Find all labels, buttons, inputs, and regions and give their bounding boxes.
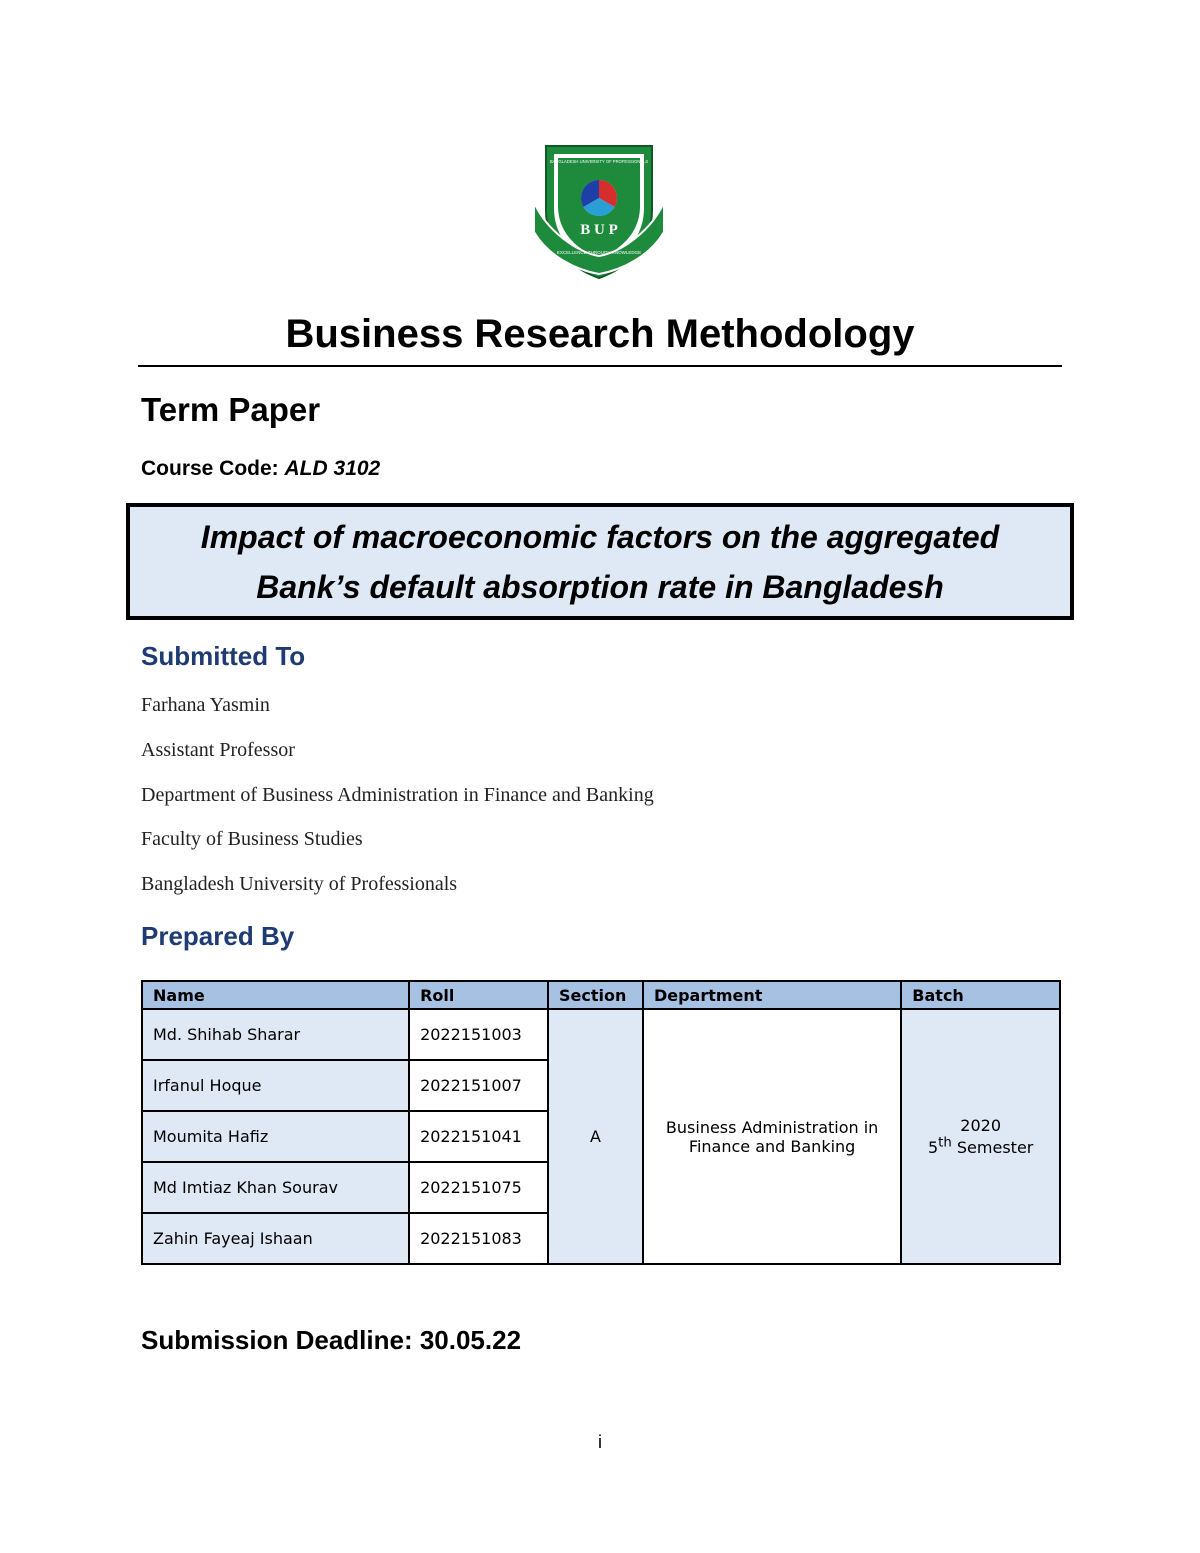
prepared-by-heading: Prepared By <box>141 921 295 951</box>
department-line-1: Business Administration in <box>665 1117 879 1137</box>
document-type: Term Paper <box>141 391 321 428</box>
table-row <box>142 1009 1060 1060</box>
members-table <box>141 980 1061 1265</box>
member-roll: 2022151083 <box>409 1213 548 1264</box>
university-logo <box>532 140 666 280</box>
column-header-department: Department <box>643 981 901 1009</box>
logo-initials: B U P <box>580 222 618 238</box>
semester-word: Semester <box>951 1137 1034 1157</box>
course-code-label: Course Code: <box>141 457 285 480</box>
batch-semester <box>927 1135 1034 1157</box>
department-cell <box>643 1009 901 1264</box>
supervisor-university: Bangladesh University of Professionals <box>141 873 458 895</box>
topic-box <box>126 503 1074 620</box>
topic-line-2: Bank’s default absorption rate in Bangladesh <box>256 568 944 605</box>
department-line-2: Finance and Banking <box>688 1136 856 1156</box>
submission-deadline: Submission Deadline: 30.05.22 <box>141 1325 522 1355</box>
column-header-roll: Roll <box>409 981 548 1009</box>
batch-cell <box>901 1009 1060 1264</box>
table-header-row <box>142 981 1060 1009</box>
course-code-value: ALD 3102 <box>284 457 381 480</box>
page-number: i <box>598 1432 602 1452</box>
topic-title <box>201 512 999 612</box>
semester-suffix: th <box>938 1135 952 1151</box>
course-code <box>141 455 380 483</box>
title-divider <box>138 365 1062 367</box>
supervisor-faculty: Faculty of Business Studies <box>141 828 363 850</box>
member-roll: 2022151003 <box>409 1009 548 1060</box>
supervisor-department: Department of Business Administration in Finance and Banking <box>141 784 654 806</box>
member-roll: 2022151007 <box>409 1060 548 1111</box>
supervisor-title: Assistant Professor <box>141 739 295 761</box>
section-cell: A <box>548 1009 643 1264</box>
member-name: Moumita Hafiz <box>142 1111 409 1162</box>
member-name: Md. Shihab Sharar <box>142 1009 409 1060</box>
column-header-name: Name <box>142 981 409 1009</box>
member-name: Zahin Fayeaj Ishaan <box>142 1213 409 1264</box>
supervisor-name: Farhana Yasmin <box>141 694 270 716</box>
logo-top-text: BANGLADESH UNIVERSITY OF PROFESSIONALS <box>549 159 649 164</box>
document-title: Business Research Methodology <box>285 312 915 356</box>
member-name: Md Imtiaz Khan Sourav <box>142 1162 409 1213</box>
column-header-section: Section <box>548 981 643 1009</box>
column-header-batch: Batch <box>901 981 1060 1009</box>
topic-line-1: Impact of macroeconomic factors on the aggregated <box>200 518 1000 555</box>
logo-motto: EXCELLENCE THROUGH KNOWLEDGE <box>556 250 642 255</box>
member-roll: 2022151075 <box>409 1162 548 1213</box>
member-roll: 2022151041 <box>409 1111 548 1162</box>
batch-year: 2020 <box>960 1116 1001 1136</box>
submitted-to-heading: Submitted To <box>141 641 306 671</box>
member-name: Irfanul Hoque <box>142 1060 409 1111</box>
semester-number: 5 <box>927 1137 939 1157</box>
